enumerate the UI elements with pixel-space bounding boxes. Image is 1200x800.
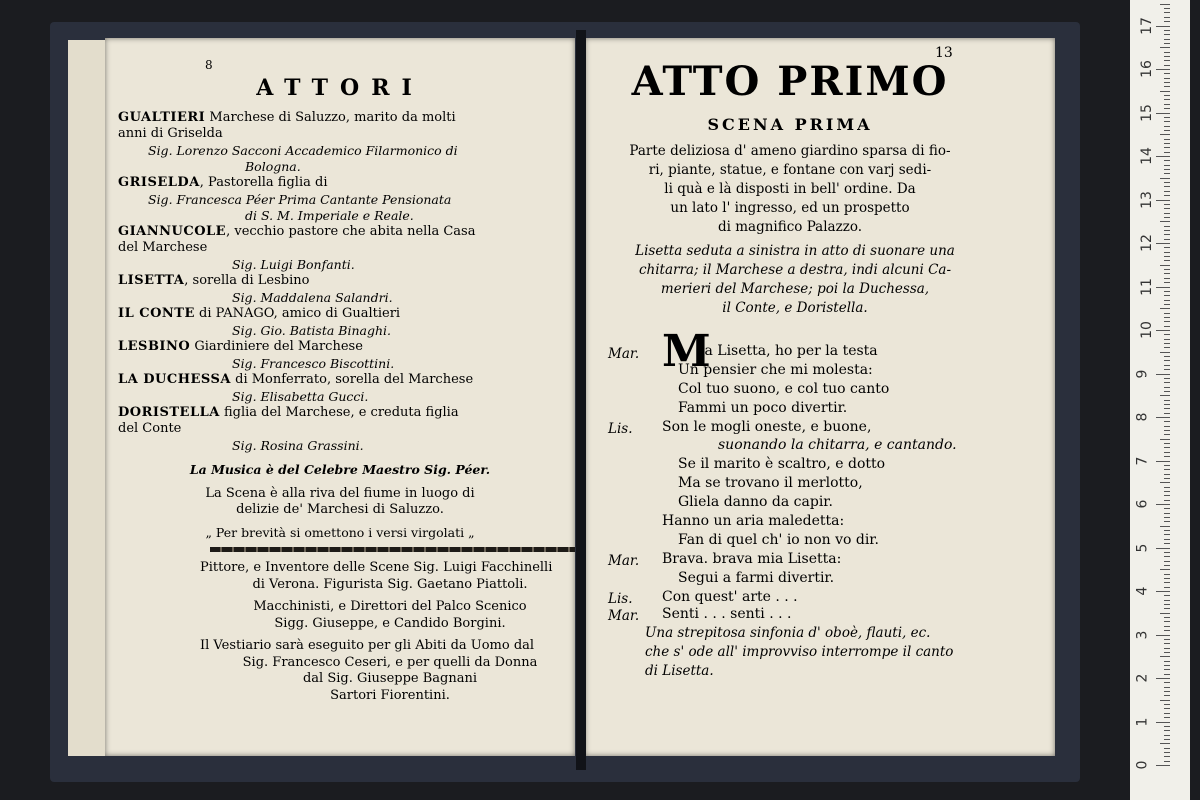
verse-line: Hanno un aria maledetta: — [662, 513, 845, 529]
verse-line: Fan di quel ch' io non vo dir. — [678, 532, 879, 548]
ruler-tick — [1164, 347, 1170, 348]
ruler-tick — [1164, 291, 1170, 292]
ruler-tick — [1164, 595, 1170, 596]
singer-name: Sig. Lorenzo Sacconi Accademico Filarmonico di — [148, 143, 458, 158]
ruler-tick — [1164, 382, 1170, 383]
ruler-tick — [1160, 47, 1170, 48]
verse-line: ia Lisetta, ho per la testa — [700, 343, 878, 359]
ruler-tick — [1164, 665, 1170, 666]
verse-line: Fammi un poco divertir. — [678, 400, 848, 416]
ruler-tick — [1164, 339, 1170, 340]
actor-name: LA DUCHESSA — [118, 372, 231, 387]
actor-name: IL CONTE — [118, 306, 195, 321]
cast-entry-7 — [118, 372, 473, 387]
ruler-tick — [1164, 682, 1170, 683]
ruler-tick — [1164, 739, 1170, 740]
cast-entry-3 — [118, 224, 475, 239]
ruler-tick — [1164, 687, 1170, 688]
ruler-tick — [1164, 756, 1170, 757]
ruler-tick — [1164, 173, 1170, 174]
ruler-number: 13 — [1138, 190, 1155, 209]
right-page-number: 13 — [935, 45, 953, 61]
singer-name: Sig. Rosina Grassini. — [232, 438, 364, 453]
credit-line: di Verona. Figurista Sig. Gaetano Piattoli. — [252, 576, 528, 592]
ruler-tick — [1156, 635, 1170, 636]
ruler-tick — [1164, 708, 1170, 709]
ruler-tick — [1164, 73, 1170, 74]
ruler-tick — [1156, 287, 1170, 288]
actor-role-cont: del Conte — [118, 421, 182, 436]
ruler-tick — [1164, 86, 1170, 87]
ruler-tick — [1164, 408, 1170, 409]
ruler-number: 2 — [1134, 673, 1151, 683]
ruler-tick — [1164, 256, 1170, 257]
ruler-tick — [1164, 648, 1170, 649]
ruler-tick — [1164, 513, 1170, 514]
ruler-tick — [1160, 569, 1170, 570]
ruler-tick — [1156, 461, 1170, 462]
ruler-tick — [1164, 443, 1170, 444]
ruler-tick — [1164, 356, 1170, 357]
ruler-tick — [1164, 365, 1170, 366]
ruler-tick — [1164, 752, 1170, 753]
ruler-tick — [1164, 413, 1170, 414]
singer-name: Sig. Elisabetta Gucci. — [232, 389, 369, 404]
singer-name: Sig. Maddalena Salandri. — [232, 290, 393, 305]
ruler-tick — [1164, 152, 1170, 153]
ruler-tick — [1160, 613, 1170, 614]
ruler-tick — [1164, 65, 1170, 66]
ruler-tick — [1164, 17, 1170, 18]
ruler-tick — [1156, 591, 1170, 592]
ruler-number: 0 — [1134, 760, 1151, 770]
ruler-tick — [1156, 374, 1170, 375]
ruler-tick — [1164, 652, 1170, 653]
ruler-tick — [1156, 26, 1170, 27]
ruler-tick — [1164, 434, 1170, 435]
ruler-tick — [1156, 113, 1170, 114]
actor-role: Giardiniere del Marchese — [190, 339, 363, 354]
ruler-tick — [1164, 761, 1170, 762]
cast-entry-2 — [118, 175, 327, 190]
ruler-number: 15 — [1138, 103, 1155, 122]
ruler-tick — [1164, 578, 1170, 579]
verse-line: Un pensier che mi molesta: — [678, 362, 873, 378]
act-title: ATTO PRIMO — [631, 58, 949, 105]
ruler-tick — [1164, 208, 1170, 209]
ruler-tick — [1160, 265, 1170, 266]
ruler-tick — [1160, 221, 1170, 222]
stage-direction-line: il Conte, e Doristella. — [722, 300, 868, 316]
ruler-tick — [1160, 134, 1170, 135]
credit-line: Macchinisti, e Direttori del Palco Scenico — [253, 599, 527, 614]
ruler-tick — [1164, 204, 1170, 205]
singer-name-cont: Bologna. — [245, 159, 301, 174]
ruler-number: 14 — [1138, 147, 1155, 165]
ruler-tick — [1156, 243, 1170, 244]
credit-line: Il Vestiario sarà eseguito per gli Abiti da Uomo dal — [200, 638, 535, 653]
cast-entry-1 — [118, 110, 456, 125]
cast-title: ATTORI — [256, 75, 424, 101]
ruler-tick — [1164, 34, 1170, 35]
ruler-number: 8 — [1134, 412, 1151, 422]
ruler-tick — [1164, 500, 1170, 501]
ruler-number: 12 — [1138, 234, 1155, 252]
ruler-tick — [1164, 561, 1170, 562]
credit-line: Sig. Francesco Ceseri, e per quelli da Donna — [242, 654, 538, 670]
drop-cap: M — [662, 326, 711, 377]
verse-line: Gliela danno da capir. — [678, 494, 833, 510]
ruler-tick — [1160, 656, 1170, 657]
ruler-number: 9 — [1134, 369, 1151, 378]
ruler-tick — [1156, 200, 1170, 201]
credit-line: dal Sig. Giuseppe Bagnani — [302, 671, 478, 686]
ruler-tick — [1164, 260, 1170, 261]
ruler-tick — [1160, 700, 1170, 701]
ruler-tick — [1156, 548, 1170, 549]
verse-line: Senti . . . senti . . . — [662, 606, 792, 622]
scene-description-line: Parte deliziosa d' ameno giardino sparsa di fio- — [629, 143, 951, 159]
ruler-tick — [1164, 639, 1170, 640]
ruler-tick — [1160, 395, 1170, 396]
ruler-tick — [1164, 495, 1170, 496]
ruler-number: 16 — [1138, 60, 1155, 78]
ruler-number: 10 — [1138, 321, 1155, 339]
ruler-tick — [1164, 626, 1170, 627]
ruler-tick — [1160, 743, 1170, 744]
ruler-tick — [1164, 387, 1170, 388]
scene-description-line: un lato l' ingresso, ed un prospetto — [670, 200, 910, 216]
ruler-tick — [1164, 8, 1170, 9]
ruler-tick — [1164, 317, 1170, 318]
stage-direction-line: merieri del Marchese; poi la Duchessa, — [660, 281, 930, 297]
ruler-number: 5 — [1134, 543, 1151, 552]
ruler-tick — [1164, 269, 1170, 270]
ruler-tick — [1164, 282, 1170, 283]
speaker-label: Lis. — [608, 421, 633, 437]
ruler-number: 6 — [1134, 499, 1151, 509]
verse-line: Se il marito è scaltro, e dotto — [678, 456, 886, 472]
ruler-tick — [1164, 191, 1170, 192]
ruler-tick — [1164, 478, 1170, 479]
scene-description-line: di magnifico Palazzo. — [717, 219, 863, 235]
ruler-tick — [1156, 417, 1170, 418]
ruler-tick — [1164, 521, 1170, 522]
ruler-number: 1 — [1134, 717, 1151, 726]
measuring-ruler — [1130, 0, 1190, 800]
ruler-tick — [1164, 730, 1170, 731]
left-page-number: 8 — [205, 58, 213, 72]
ruler-tick — [1156, 765, 1170, 766]
ruler-tick — [1164, 273, 1170, 274]
ruler-tick — [1164, 147, 1170, 148]
ruler-tick — [1164, 556, 1170, 557]
ruler-tick — [1164, 182, 1170, 183]
ruler-tick — [1164, 56, 1170, 57]
scene-note-line2: delizie de' Marchesi di Saluzzo. — [236, 502, 444, 517]
ruler-tick — [1164, 60, 1170, 61]
ruler-tick — [1164, 487, 1170, 488]
actor-name: GUALTIERI — [118, 110, 206, 125]
singer-name: Sig. Francesca Péer Prima Cantante Pensionata — [148, 192, 452, 207]
ruler-tick — [1164, 704, 1170, 705]
actor-name: GIANNUCOLE — [118, 224, 227, 239]
ruler-number: 7 — [1134, 456, 1151, 465]
ruler-tick — [1164, 630, 1170, 631]
ruler-tick — [1160, 482, 1170, 483]
actor-role-cont: del Marchese — [118, 240, 208, 255]
ruler-tick — [1164, 604, 1170, 605]
actor-role: , vecchio pastore che abita nella Casa — [226, 224, 476, 239]
ruler-tick — [1164, 539, 1170, 540]
ruler-tick — [1164, 517, 1170, 518]
ruler-tick — [1164, 139, 1170, 140]
actor-name: DORISTELLA — [118, 405, 220, 420]
ornamental-rule — [210, 547, 575, 552]
ruler-tick — [1164, 600, 1170, 601]
ruler-tick — [1164, 39, 1170, 40]
ruler-tick — [1164, 239, 1170, 240]
ruler-tick — [1164, 552, 1170, 553]
ruler-tick — [1164, 469, 1170, 470]
stage-direction-line: Lisetta seduta a sinistra in atto di suonare una — [635, 243, 955, 259]
scene-description-line: ri, piante, statue, e fontane con varj sedi- — [648, 162, 932, 178]
ruler-tick — [1156, 678, 1170, 679]
ruler-tick — [1164, 186, 1170, 187]
verse-line: Son le mogli oneste, e buone, — [662, 419, 872, 435]
ruler-tick — [1164, 465, 1170, 466]
verse-line: suonando la chitarra, e cantando. — [718, 437, 957, 453]
singer-name: Sig. Luigi Bonfanti. — [232, 257, 355, 272]
ruler-tick — [1156, 722, 1170, 723]
ruler-tick — [1160, 178, 1170, 179]
ruler-tick — [1164, 404, 1170, 405]
ruler-tick — [1164, 508, 1170, 509]
credit-line: Sartori Fiorentini. — [330, 687, 450, 703]
ruler-tick — [1164, 99, 1170, 100]
ruler-tick — [1156, 504, 1170, 505]
ruler-tick — [1164, 456, 1170, 457]
ruler-tick — [1164, 452, 1170, 453]
ruler-tick — [1164, 534, 1170, 535]
ruler-number: 3 — [1134, 630, 1151, 639]
ruler-tick — [1164, 608, 1170, 609]
ruler-tick — [1160, 526, 1170, 527]
ruler-tick — [1164, 735, 1170, 736]
ruler-tick — [1164, 12, 1170, 13]
final-direction-line: che s' ode all' improvviso interrompe il canto — [645, 644, 954, 660]
ruler-tick — [1164, 669, 1170, 670]
ruler-tick — [1164, 117, 1170, 118]
ruler-tick — [1164, 300, 1170, 301]
ruler-tick — [1164, 691, 1170, 692]
verse-line: Segui a farmi divertir. — [678, 570, 835, 586]
ruler-tick — [1164, 426, 1170, 427]
ruler-tick — [1164, 621, 1170, 622]
production-credits — [200, 560, 580, 704]
speaker-label: Lis. — [608, 591, 633, 607]
ruler-tick — [1164, 574, 1170, 575]
ruler-tick — [1164, 430, 1170, 431]
ruler-tick — [1164, 378, 1170, 379]
ruler-tick — [1164, 447, 1170, 448]
ruler-tick — [1164, 360, 1170, 361]
music-credit: La Musica è del Celebre Maestro Sig. Péer. — [189, 462, 491, 477]
credit-line: Pittore, e Inventore delle Scene Sig. Luigi Facchinelli — [200, 560, 553, 575]
ruler-tick — [1164, 226, 1170, 227]
ruler-tick — [1164, 617, 1170, 618]
ruler-tick — [1164, 30, 1170, 31]
actor-role: , Pastorella figlia di — [199, 175, 328, 190]
verse-line: Con quest' arte . . . — [662, 589, 798, 605]
ruler-tick — [1160, 439, 1170, 440]
ruler-tick — [1164, 474, 1170, 475]
ruler-tick — [1160, 308, 1170, 309]
cast-entry-6 — [118, 339, 363, 354]
brevity-note: „ Per brevità si omettono i versi virgolati „ — [205, 525, 475, 540]
ruler-tick — [1164, 530, 1170, 531]
ruler-tick — [1164, 582, 1170, 583]
actor-role: di PANAGO, amico di Gualtieri — [194, 306, 401, 321]
cast-entry-5 — [118, 306, 400, 321]
ruler-tick — [1164, 661, 1170, 662]
actor-role: Marchese di Saluzzo, marito da molti — [209, 110, 456, 125]
ruler-tick — [1164, 334, 1170, 335]
ruler-tick — [1164, 82, 1170, 83]
actor-role: di Monferrato, sorella del Marchese — [230, 372, 474, 387]
ruler-tick — [1164, 143, 1170, 144]
ruler-tick — [1164, 326, 1170, 327]
stage-direction-line: chitarra; il Marchese a destra, indi alcuni Ca- — [638, 262, 952, 278]
ruler-tick — [1164, 369, 1170, 370]
ruler-tick — [1164, 695, 1170, 696]
actor-name: LISETTA — [118, 273, 185, 288]
ruler-tick — [1164, 713, 1170, 714]
actor-name: GRISELDA — [118, 175, 200, 190]
ruler-tick — [1164, 43, 1170, 44]
ruler-tick — [1164, 565, 1170, 566]
page-edges — [68, 40, 108, 756]
ruler-tick — [1164, 278, 1170, 279]
ruler-tick — [1164, 247, 1170, 248]
ruler-tick — [1164, 213, 1170, 214]
ruler-tick — [1164, 108, 1170, 109]
ruler-tick — [1164, 217, 1170, 218]
ruler-tick — [1164, 95, 1170, 96]
ruler-tick — [1164, 21, 1170, 22]
ruler-tick — [1164, 126, 1170, 127]
actor-role-cont: anni di Griselda — [118, 126, 223, 141]
ruler-tick — [1164, 130, 1170, 131]
ruler-tick — [1164, 343, 1170, 344]
ruler-tick — [1164, 230, 1170, 231]
ruler-tick — [1164, 717, 1170, 718]
speaker-label: Mar. — [608, 346, 640, 362]
ruler-tick — [1160, 4, 1170, 5]
scene-title: SCENA PRIMA — [707, 115, 873, 134]
ruler-tick — [1164, 400, 1170, 401]
ruler-number: 4 — [1134, 586, 1151, 596]
ruler-tick — [1164, 674, 1170, 675]
ruler-tick — [1164, 587, 1170, 588]
ruler-tick — [1164, 321, 1170, 322]
ruler-tick — [1164, 121, 1170, 122]
verse-line: Brava. brava mia Lisetta: — [662, 551, 842, 567]
ruler-tick — [1164, 234, 1170, 235]
speaker-label: Mar. — [608, 553, 640, 569]
ruler-tick — [1160, 91, 1170, 92]
ruler-tick — [1156, 69, 1170, 70]
ruler-tick — [1164, 252, 1170, 253]
ruler-tick — [1164, 304, 1170, 305]
verse-line: Ma se trovano il merlotto, — [678, 475, 863, 491]
speaker-label: Mar. — [608, 608, 640, 624]
actor-name: LESBINO — [118, 339, 191, 354]
singer-name: Sig. Gio. Batista Binaghi. — [232, 323, 391, 338]
ruler-tick — [1164, 643, 1170, 644]
actor-role: figlia del Marchese, e creduta figlia — [219, 405, 459, 420]
ruler-tick — [1164, 52, 1170, 53]
ruler-tick — [1156, 156, 1170, 157]
ruler-tick — [1164, 295, 1170, 296]
ruler-tick — [1164, 726, 1170, 727]
ruler-tick — [1164, 165, 1170, 166]
ruler-tick — [1160, 352, 1170, 353]
actor-role: , sorella di Lesbino — [184, 273, 310, 288]
ruler-tick — [1164, 195, 1170, 196]
ruler-tick — [1164, 78, 1170, 79]
ruler-tick — [1164, 169, 1170, 170]
ruler-tick — [1164, 421, 1170, 422]
ruler-tick — [1164, 543, 1170, 544]
ruler-tick — [1164, 313, 1170, 314]
cast-entry-8 — [118, 405, 459, 420]
ruler-tick — [1164, 160, 1170, 161]
verse-line: Col tuo suono, e col tuo canto — [678, 381, 890, 397]
ruler-tick — [1164, 491, 1170, 492]
singer-name: Sig. Francesco Biscottini. — [232, 356, 395, 371]
scene-description-line: li quà e là disposti in bell' ordine. Da — [664, 181, 916, 197]
final-direction-line: di Lisetta. — [645, 663, 714, 679]
ruler-number: 11 — [1138, 277, 1155, 296]
scene-note-line1: La Scena è alla riva del fiume in luogo di — [205, 486, 475, 501]
ruler-tick — [1164, 748, 1170, 749]
singer-name-cont: di S. M. Imperiale e Reale. — [245, 208, 414, 223]
final-direction-line: Una strepitosa sinfonia d' oboè, flauti, ec. — [645, 625, 931, 641]
ruler-tick — [1156, 330, 1170, 331]
ruler-tick — [1164, 391, 1170, 392]
credit-line: Sigg. Giuseppe, e Candido Borgini. — [274, 615, 506, 631]
ruler-number: 17 — [1138, 16, 1155, 35]
ruler-tick — [1164, 104, 1170, 105]
cast-entry-4 — [118, 273, 309, 288]
